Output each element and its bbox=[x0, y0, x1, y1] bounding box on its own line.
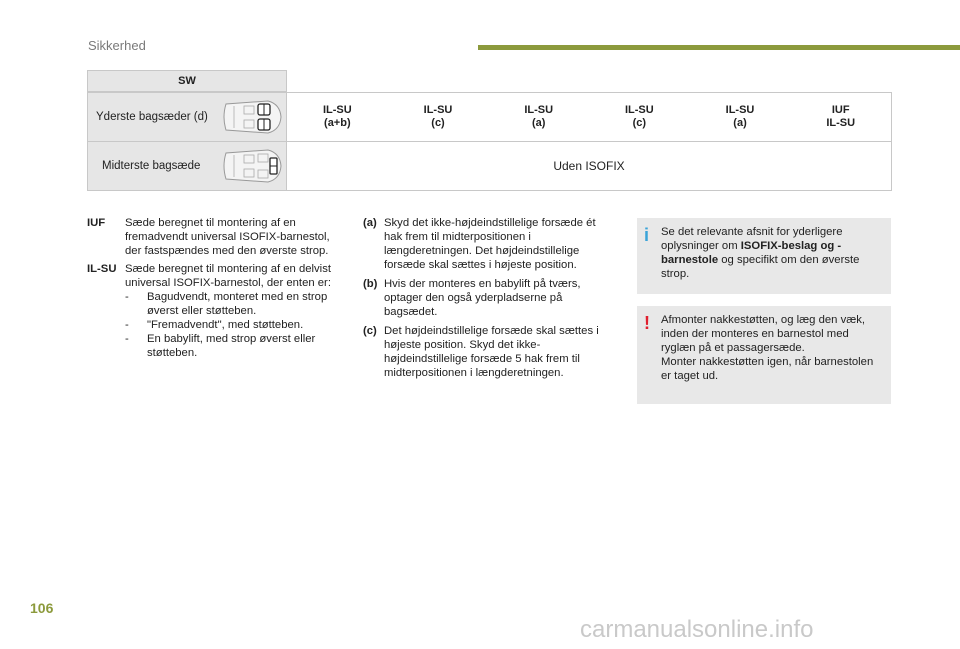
warning-icon: ! bbox=[644, 313, 650, 333]
row-label: Yderste bagsæder (d) bbox=[96, 111, 208, 123]
list-item: - "Fremadvendt", med støtteben. bbox=[125, 319, 304, 331]
footnote-a: (a) Skyd det ikke-højdeindstillelige forsæde ét hak frem til midterpositionen i længderetningen. Det højdeindstillelige forsæde skal sættes i højeste position. bbox=[363, 217, 596, 271]
header-accent-bar bbox=[478, 45, 960, 50]
col-value: IL-SU (a+b) bbox=[322, 104, 352, 129]
list-item: - En babylift, med strop øverst eller støtteben. bbox=[125, 333, 316, 359]
row-label-cell bbox=[87, 93, 287, 141]
definitions bbox=[87, 216, 349, 364]
row1-values bbox=[287, 93, 892, 141]
list-item: - Bagudvendt, monteret med en strop øverst eller støtteben. bbox=[125, 291, 328, 317]
row2-value: Uden ISOFIX bbox=[553, 159, 625, 173]
page-number: 106 bbox=[30, 600, 54, 616]
col-value: IL-SU (c) bbox=[624, 104, 654, 129]
footnote-c: (c) Det højdeindstillelige forsæde skal sættes i højeste position. Skyd det ikke-højdeindstillelige forsæde 5 hak frem til midterpositionen i længderetningen. bbox=[363, 325, 599, 379]
footnotes bbox=[363, 216, 603, 385]
car-seat-diagram-icon bbox=[218, 96, 284, 138]
col-value: IL-SU (a) bbox=[725, 104, 755, 129]
col-value: IUF IL-SU bbox=[826, 104, 856, 129]
head-label: SW bbox=[87, 70, 287, 92]
col-value: IL-SU (a) bbox=[524, 104, 554, 129]
table-row-middle-seat bbox=[87, 142, 892, 191]
info-icon: i bbox=[644, 225, 650, 245]
row-label: Midterste bagsæde bbox=[102, 160, 201, 172]
row-label-cell bbox=[87, 142, 287, 190]
footnote-b: (b) Hvis der monteres en babylift på tværs, optager den også yderpladserne på bagsædet. bbox=[363, 278, 581, 318]
car-seat-diagram-icon bbox=[218, 145, 284, 187]
warning-box: ! Afmonter nakkestøtten, og læg den væk, inden der monteres en barnestol med ryglæn på et passagersæde. Monter nakkestøtten igen, når barnestolen er taget ud. bbox=[637, 306, 891, 404]
info-box: i Se det relevante afsnit for yderligere oplysninger om ISOFIX-beslag og -barnestole og specifikt om den øverste strop. bbox=[637, 218, 891, 294]
section-title: Sikkerhed bbox=[88, 38, 146, 53]
definition-ilsu: IL-SU Sæde beregnet til montering af en delvist universal ISOFIX-barnestol, der enten er: - Bagudvendt, monteret med en strop øverst eller støtteben. - "Fremadvendt", med støtteben. - En babylift, med strop øverst eller støtteben. bbox=[87, 262, 349, 360]
definition-iuf: IUF Sæde beregnet til montering af en fremadvendt universal ISOFIX-barnestol, der fastspændes med den øverste strop. bbox=[87, 217, 330, 257]
col-value: IL-SU (c) bbox=[423, 104, 453, 129]
table-head-row bbox=[87, 70, 892, 92]
row2-values bbox=[287, 142, 892, 190]
watermark: carmanualsonline.info bbox=[580, 616, 814, 643]
table-row-outer-seats bbox=[87, 93, 892, 142]
isofix-table bbox=[87, 70, 892, 191]
